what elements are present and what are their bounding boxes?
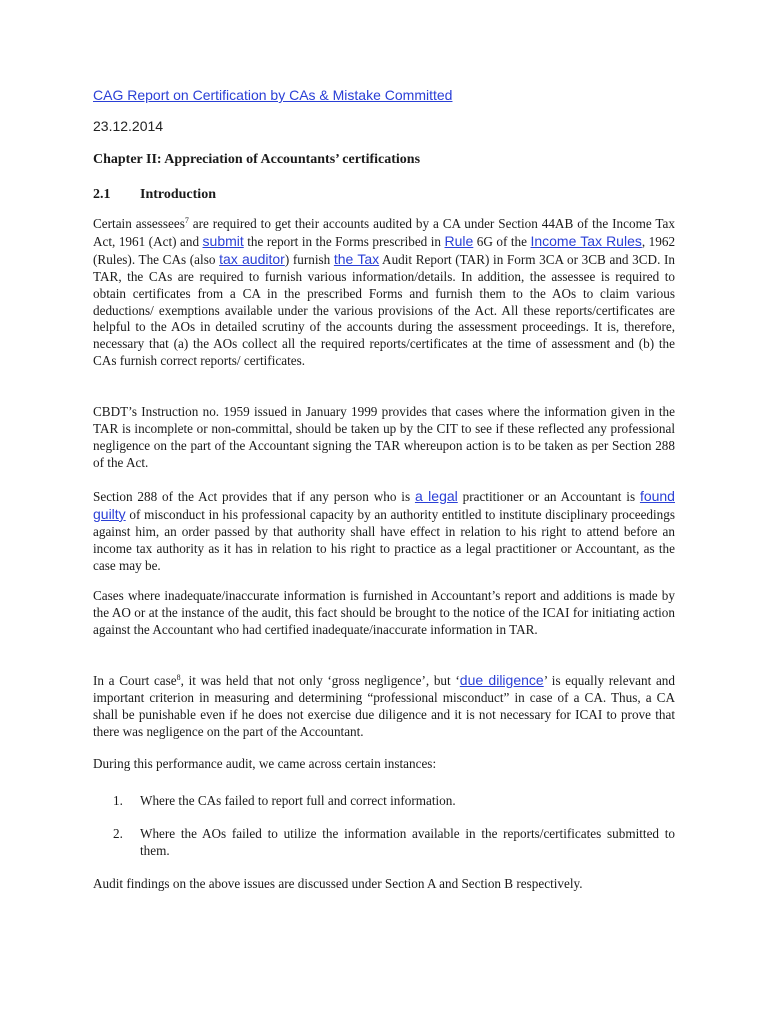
text-run: In a Court case bbox=[93, 673, 177, 688]
text-run: Section 288 of the Act provides that if any person who is bbox=[93, 489, 415, 504]
link-tax-auditor[interactable]: tax auditor bbox=[219, 250, 285, 267]
paragraph-section-288 bbox=[93, 488, 675, 575]
paragraph-inadequate-information: Cases where inadequate/inaccurate information is furnished in Accountant’s report and additions is made by the AO or at the instance of the audit, this fact should be brought to the notice of the ICAI for initiating action against the Accountant who had certified inadequate/inaccurate information in TAR. bbox=[93, 588, 675, 637]
text-run: , 1962 (Rules). The CAs (also bbox=[93, 233, 676, 267]
paragraph-court-case bbox=[93, 672, 675, 741]
link-the-tax[interactable]: the Tax bbox=[333, 250, 380, 267]
chapter-heading: Chapter II: Appreciation of Accountants’ certifications bbox=[93, 152, 421, 167]
link-rule[interactable]: Rule bbox=[444, 232, 474, 249]
section-number: 2.1 bbox=[93, 187, 111, 202]
list-number: 2. bbox=[113, 826, 123, 841]
list-item bbox=[93, 826, 675, 860]
text-run: , it was held that not only ‘gross negligence’, but ‘ bbox=[180, 673, 460, 688]
link-submit[interactable]: submit bbox=[202, 232, 244, 249]
list-text: Where the AOs failed to utilize the information available in the reports/certificates submitted to them. bbox=[140, 826, 675, 858]
document-date: 23.12.2014 bbox=[93, 118, 164, 134]
text-run: the report in the Forms prescribed in bbox=[243, 233, 445, 249]
section-heading bbox=[93, 187, 216, 203]
footnote-ref-7: 7 bbox=[184, 216, 189, 225]
text-run: ) furnish bbox=[284, 251, 334, 267]
report-title-link[interactable]: CAG Report on Certification by CAs & Mistake Committed bbox=[93, 87, 453, 103]
paragraph-audit-findings: Audit findings on the above issues are discussed under Section A and Section B respectively. bbox=[93, 876, 583, 891]
paragraph-cbdt-instruction: CBDT’s Instruction no. 1959 issued in January 1999 provides that cases where the information given in the TAR is incomplete or non-committal, should be taken up by the CIT to see if these reflected any professional negligence on the part of the Accountant signing the TAR whereupon action is to be taken as per Section 288 of the Act. bbox=[93, 404, 675, 470]
link-income-tax-rules[interactable]: Income Tax Rules bbox=[530, 232, 642, 249]
list-text: Where the CAs failed to report full and correct information. bbox=[140, 793, 456, 808]
text-run: Audit Report (TAR) in Form 3CA or 3CB and 3CD. In TAR, the CAs are required to furnish various information/details. In addition, the assessee is required to obtain certificates from a CA in the prescribed Forms and furnish them to the AOs to claim various deductions/ exemptions available under the various provisions of the Act. All these reports/certificates are helpful to the AOs in detailed scrutiny of the accounts during the assessment proceedings. It is, therefore, necessary that (a) the AOs collect all the required reports/certificates at the time of assessment and (b) the CAs furnish correct reports/ certificates. bbox=[93, 251, 676, 369]
list-number: 1. bbox=[113, 793, 123, 808]
text-run: of misconduct in his professional capacity by an authority entitled to institute disciplinary proceedings against him, an order passed by that authority shall have effect in relation to his right to attend before an income tax authority as it has in relation to his right to practice as a legal practitioner or Accountant, as the case may be. bbox=[93, 506, 675, 573]
text-run: practitioner or an Accountant is bbox=[457, 489, 640, 504]
list-item bbox=[93, 793, 675, 810]
text-run: are required to get their accounts audited by a CA under Section 44AB of the Income Tax Act, 1961 (Act) and bbox=[93, 216, 675, 249]
footnote-ref-8: 8 bbox=[176, 673, 181, 682]
text-run: Certain assessees bbox=[93, 216, 185, 231]
section-title: Introduction bbox=[140, 187, 216, 202]
link-due-diligence[interactable]: due diligence bbox=[459, 672, 544, 688]
link-found-guilty[interactable]: found guilty bbox=[93, 488, 675, 522]
link-a-legal[interactable]: a legal bbox=[414, 488, 458, 504]
text-run: ’ is equally relevant and important criterion in measuring and determining “professional misconduct” in case of a CA. Thus, a CA shall be punishable even if he does not exercise due diligence and it is not necessary for ICAI to prove that there was negligence on the part of the Accountant. bbox=[93, 673, 675, 739]
paragraph-introduction bbox=[93, 216, 675, 370]
paragraph-performance-audit: During this performance audit, we came across certain instances: bbox=[93, 756, 437, 771]
text-run: 6G of the bbox=[473, 233, 531, 249]
